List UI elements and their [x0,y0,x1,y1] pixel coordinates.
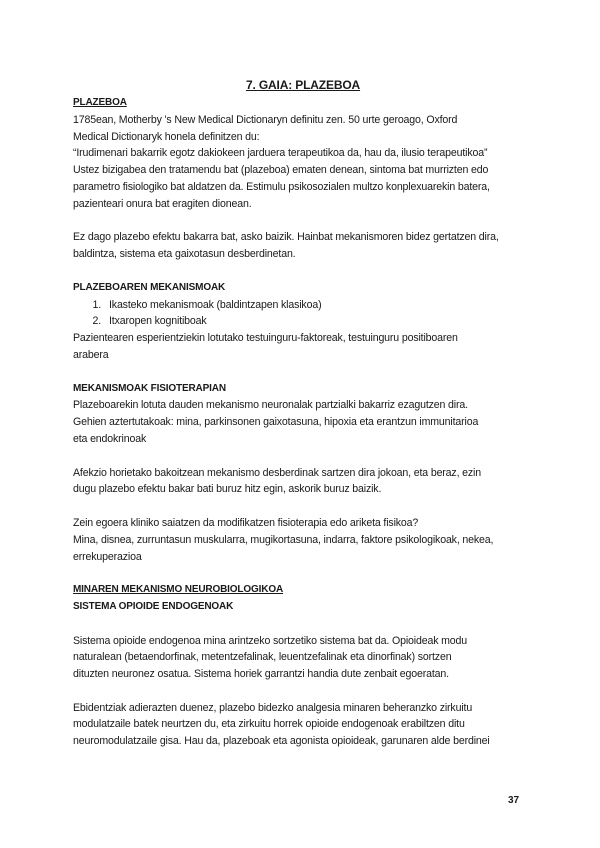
section-heading-fisioterapian: MEKANISMOAK FISIOTERAPIAN [73,382,226,394]
plazeboa-paragraph-1 [73,112,533,213]
list-item-text: Itxaropen kognitiboak [109,315,207,328]
plazeboa-paragraph-2 [73,229,533,263]
text-line: arabera [73,348,109,361]
text-line: errekuperazioa [73,550,142,563]
text-line: naturalean (betaendorfinak, metentzefalinak, leuentzefalinak eta dinorfinak) sortzen [73,651,452,664]
text-line: parametro fisiologiko bat aldatzen da. Estimulu psikosozialen multzo konplexuarekin batera, [73,180,490,193]
list-item [73,297,533,314]
list-number: 2. [92,315,101,328]
list-number: 1. [92,298,101,311]
list-item-text: Ikasteko mekanismoak (baldintzapen klasikoa) [109,298,322,311]
mechanisms-list [73,297,533,331]
text-line: Ebidentziak adierazten duenez, plazebo bidezko analgesia minaren beheranzko zirkuitu [73,701,473,714]
section-heading-plazeboa: PLAZEBOA [73,97,127,108]
page-title: 7. GAIA: PLAZEBOA [245,78,361,92]
page-number: 37 [508,795,520,806]
text-line: Afekzio horietako bakoitzean mekanismo desberdinak sartzen dira jokoan, eta beraz, ezin [73,466,481,479]
text-line: Mina, disnea, zurruntasun muskularra, mugikortasuna, indarra, faktore psikologikoak, nekea, [73,533,494,546]
fisioterapian-paragraph-3 [73,515,533,565]
text-line: Medical Dictionaryk honela definitzen du: [73,130,260,143]
text-line: Sistema opioide endogenoa mina arintzeko sortzetiko sistema bat da. Opioideak modu [73,634,468,647]
text-line: Pazientearen esperientziekin lotutako testuinguru-faktoreak, testuinguru positiboaren [73,332,458,345]
fisioterapian-paragraph-1 [73,397,533,447]
text-line: neuromodulatzaile gisa. Hau da, plazeboak eta agonista opioideak, garunaren alde berdinei [73,735,490,748]
mekanismoak-paragraph [73,330,533,364]
text-line: pazienteari onura bat eragiten dionean. [73,197,252,210]
section-heading-neurobiologikoa: MINAREN MEKANISMO NEUROBIOLOGIKOA [73,584,284,596]
text-line: “Irudimenari bakarrik egotz dakiokeen jarduera terapeutikoa da, hau da, ilusio terapeutikoa” [73,147,488,160]
text-line: dituzten neuronez osatua. Sistema horiek garrantzi handia dute zenbait egoeratan. [73,668,449,681]
list-item [73,313,533,330]
section-heading-mekanismoak: PLAZEBOAREN MEKANISMOAK [73,281,226,293]
text-line: Plazeboarekin lotuta dauden mekanismo neuronalak partzialki bakarriz ezagutzen dira. [73,399,468,412]
text-line: baldintza, sistema eta gaixotasun desberdinetan. [73,248,296,261]
text-line: Zein egoera kliniko saiatzen da modifikatzen fisioterapia edo ariketa fisikoa? [73,516,419,529]
text-line: 1785ean, Motherby 's New Medical Dictionaryn definitu zen. 50 urte geroago, Oxford [73,113,458,126]
text-line: dugu plazebo efektu bakar bati buruz hitz egin, askorik buruz baizik. [73,483,382,496]
text-line: Ez dago plazebo efektu bakarra bat, asko baizik. Hainbat mekanismoren bidez gertatzen dira, [73,231,499,244]
fisioterapian-paragraph-2 [73,465,533,499]
page-content [73,77,533,750]
text-line: Gehien aztertutakoak: mina, parkinsonen gaixotasuna, hipoxia eta erantzun immunitarioa [73,416,479,429]
neurobiologikoa-paragraph-1 [73,633,533,683]
text-line: eta endokrinoak [73,432,147,445]
neurobiologikoa-paragraph-2 [73,700,533,750]
text-line: modulatzaile batek neurtzen du, eta zirkuitu horrek opioide endogenoak erabiltzen ditu [73,718,465,731]
section-subheading-opioide: SISTEMA OPIOIDE ENDOGENOAK [73,600,234,612]
text-line: Ustez bizigabea den tratamendu bat (plazeboa) ematen denean, sintoma bat murrizten edo [73,164,489,177]
